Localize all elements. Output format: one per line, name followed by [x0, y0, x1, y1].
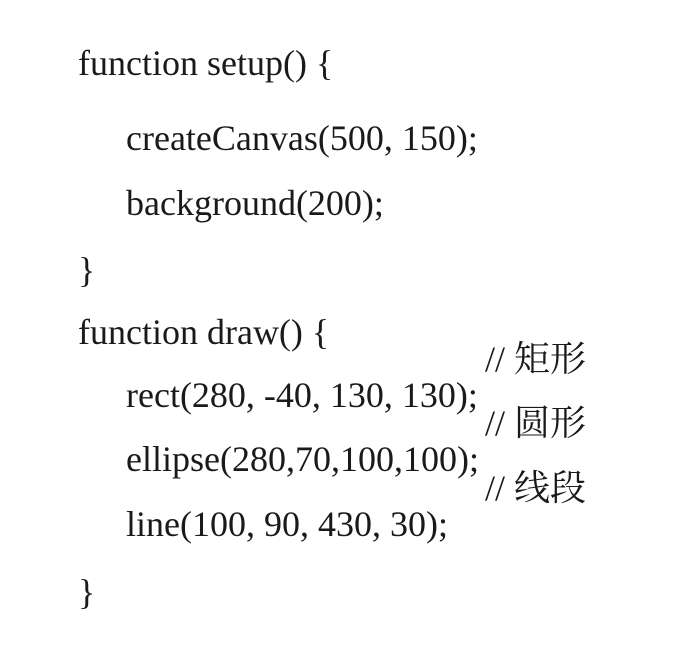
code-text: createCanvas(500, 150); — [126, 118, 478, 158]
code-comment: // 线段 — [485, 468, 587, 508]
code-text: } — [78, 250, 96, 290]
code-line-8 — [90, 470, 690, 614]
code-text: } — [78, 572, 96, 612]
code-text: ellipse(280,70,100,100); — [126, 439, 479, 479]
code-line-9 — [42, 538, 95, 646]
code-text: background(200); — [126, 183, 384, 223]
code-text: line(100, 90, 430, 30); — [126, 504, 448, 544]
code-comment: // 矩形 — [485, 339, 587, 379]
code-line-3 — [90, 149, 384, 257]
code-text: function setup() { — [78, 43, 334, 83]
code-text: rect(280, -40, 130, 130); — [126, 375, 478, 415]
code-text: function draw() { — [78, 312, 330, 352]
code-comment: // 圆形 — [485, 403, 587, 443]
